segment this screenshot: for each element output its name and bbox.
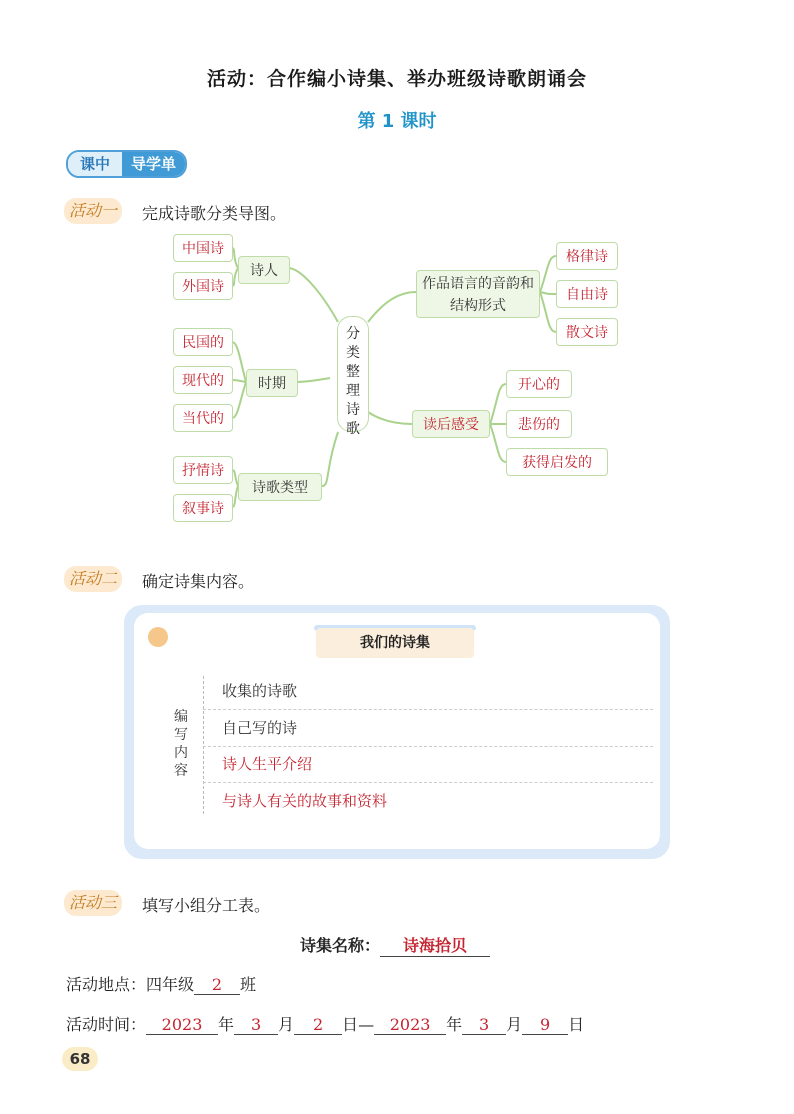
- group-poem-type: 诗歌类型: [238, 473, 322, 501]
- connector-free: [540, 292, 556, 294]
- item-lyric: 抒情诗: [173, 456, 233, 484]
- activity-2-tag: 活动二: [64, 566, 122, 592]
- end-day-value: 9: [522, 1015, 568, 1035]
- unit-year: 年: [218, 1015, 235, 1034]
- connector-form: [368, 292, 416, 322]
- item-narrative: 叙事诗: [173, 494, 233, 522]
- date-dash: —: [358, 1015, 375, 1034]
- connector-metrical: [540, 256, 556, 292]
- collection-name-label: 诗集名称：: [300, 936, 381, 955]
- place-class-value: 2: [194, 975, 240, 995]
- unit-month: 月: [278, 1015, 295, 1034]
- place-suffix: 班: [240, 975, 257, 994]
- start-day-value: 2: [294, 1015, 342, 1035]
- item-modern: 现代的: [173, 366, 233, 394]
- connector-inspired: [490, 424, 506, 462]
- card-title: 我们的诗集: [316, 628, 474, 658]
- page-number: 68: [62, 1047, 98, 1071]
- connector-modern: [232, 380, 246, 382]
- badge-right: 导学单: [122, 152, 185, 176]
- connector-prose: [540, 292, 556, 332]
- unit-day: 日: [342, 1015, 359, 1034]
- badge-left: 课中: [68, 152, 122, 176]
- group-period: 时期: [246, 369, 298, 397]
- connector-poet: [288, 268, 338, 322]
- item-contemporary: 当代的: [173, 404, 233, 432]
- place-label: 活动地点：四年级: [66, 975, 195, 994]
- activity-1-text: 完成诗歌分类导图。: [142, 204, 287, 223]
- collection-name-row: [300, 933, 490, 957]
- content-divider: [203, 676, 205, 814]
- start-month-value: 3: [234, 1015, 278, 1035]
- connector-contemporary: [232, 382, 246, 418]
- content-side-label: 编 写 内 容: [174, 709, 188, 779]
- item-inspired: 获得启发的: [506, 448, 608, 476]
- page-title: 活动：合作编小诗集、举办班级诗歌朗诵会: [206, 68, 587, 90]
- item-minguo: 民国的: [173, 328, 233, 356]
- unit-month: 月: [506, 1015, 523, 1034]
- end-year-value: 2023: [374, 1015, 446, 1035]
- item-chinese-poem: 中国诗: [173, 234, 233, 262]
- item-metrical: 格律诗: [556, 242, 618, 270]
- connector-happy: [490, 384, 506, 424]
- connector-feeling: [368, 412, 412, 424]
- item-free-verse: 自由诗: [556, 280, 618, 308]
- connector-minguo: [232, 342, 246, 382]
- collection-name-value: 诗海拾贝: [380, 933, 490, 957]
- end-month-value: 3: [462, 1015, 506, 1035]
- mindmap-center: 分 类 整 理 诗 歌: [337, 316, 369, 432]
- item-sad: 悲伤的: [506, 410, 572, 438]
- item-foreign-poem: 外国诗: [173, 272, 233, 300]
- group-poet: 诗人: [238, 256, 290, 284]
- time-label: 活动时间：: [66, 1015, 147, 1034]
- item-happy: 开心的: [506, 370, 572, 398]
- content-row-biography: 诗人生平介绍: [222, 755, 313, 773]
- lesson-subtitle: 第 1 课时: [357, 111, 437, 132]
- place-row: [66, 972, 256, 995]
- connector-period: [296, 378, 330, 382]
- group-language-form: 作品语言的音韵和结构形式: [416, 270, 540, 318]
- time-row: [66, 1012, 584, 1035]
- activity-3-text: 填写小组分工表。: [142, 896, 271, 915]
- connector-type: [322, 432, 338, 486]
- content-row-collected: 收集的诗歌: [222, 682, 298, 700]
- activity-3-tag: 活动三: [64, 890, 122, 916]
- unit-day: 日: [568, 1015, 585, 1034]
- content-row-stories: 与诗人有关的故事和资料: [222, 792, 388, 810]
- activity-2-text: 确定诗集内容。: [142, 572, 255, 591]
- group-feeling: 读后感受: [412, 410, 490, 438]
- content-row-own: 自己写的诗: [222, 719, 298, 737]
- start-year-value: 2023: [146, 1015, 218, 1035]
- item-prose-poem: 散文诗: [556, 318, 618, 346]
- activity-1-tag: 活动一: [64, 198, 122, 224]
- sun-icon: [148, 627, 168, 647]
- unit-year: 年: [446, 1015, 463, 1034]
